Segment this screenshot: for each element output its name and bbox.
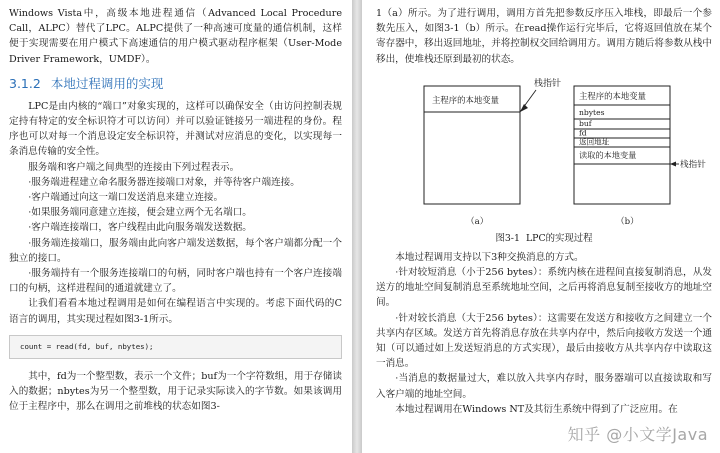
paragraph-code-intro: 让我们看看本地过程调用是如何在编程语言中实现的。考虑下面代码的C语言的调用，其实现过程如图3-1所示。 [9, 298, 342, 325]
section-number: 3.1.2 [9, 75, 41, 91]
watermark: 知乎 @小文学Java [567, 425, 708, 444]
stack-b-main-vars: 主程序的本地变量 [579, 90, 646, 101]
step-item: ·服务端持有一个服务连接端口的句柄，同时客户端也持有一个客户连接端口的句柄，这样进程间的通道就建立了。 [9, 268, 342, 295]
step-item: ·服务端进程建立命名服务器连接端口对象，并等待客户端连接。 [28, 176, 300, 188]
paragraph-lpc-port: LPC是由内核的“端口”对象实现的，这样可以确保安全（由访问控制表规定持有特定的安全标识符才可以访问）并可以验证链接另一端进程的身份。程序也可以对每一个消息设定安全标识符，并测试对应消息的变化，以实现每一条消息传输的安全性。 [9, 100, 342, 158]
step-item: ·客户端通过向这一端口发送消息来建立连接。 [28, 192, 224, 204]
stack-diagram [376, 72, 712, 230]
stack-item: nbytes [579, 107, 605, 117]
paragraph-args: 其中，fd为一个整型数，表示一个文件；buf为一个字符数组，用于存储读入的数据；nbytes为另一个整型数，用于记录实际读入的字节数。如果该调用位于主程序中，那么在调用之前堆栈的状态如图3- [9, 370, 342, 413]
left-page [0, 0, 352, 453]
subfigure-b-label: （b） [616, 216, 639, 227]
paragraph-connection: 服务端和客户端之间典型的连接由下列过程表示。 [28, 161, 240, 173]
figure-caption-text: LPC的实现过程 [525, 232, 593, 244]
step-item: ·如果服务端同意建立连接，便会建立两个无名端口。 [28, 207, 252, 219]
subfigure-a-label: （a） [466, 216, 489, 227]
figure-number: 图3-1 [495, 232, 520, 244]
stack-pointer-label-a: 栈指针 [534, 78, 562, 89]
figure-lpc-stack [376, 72, 712, 230]
bullet-item: ·针对较短消息（小于256 bytes）：系统内核在进程间直接复制消息，从发送方的地址空间复制消息至系统地址空间，之后再将消息复制至接收方的地址空间。 [376, 267, 712, 309]
stack-item: fd [579, 128, 587, 138]
paragraph-stack-push: 1（a）所示。为了进行调用，调用方首先把参数反序压入堆栈，即最后一个参数先压入，如图3-1（b）所示。在read操作运行完毕后，它将返回值放在某个寄存器中，移出返回地址，并将控制权交回给调用方。调用方随后将参数从栈中移出，使堆栈还原到最初的状态。 [376, 8, 712, 65]
stack-item: 返回地址 [579, 137, 610, 147]
bullet-item: ·针对较长消息（大于256 bytes）：这需要在发送方和接收方之间建立一个共享内存区域。发送方首先将消息存放在共享内存中，然后向接收方发送一个通知（可以通过如上发送短消息的方式实现），最后由接收方从共享内存中读取这一消息。 [376, 312, 712, 370]
code-block: count = read(fd, buf, nbytes); [9, 335, 342, 359]
stack-item: 读取的本地变量 [579, 149, 637, 160]
section-heading [9, 75, 342, 93]
book-gutter [352, 0, 362, 453]
section-title: 本地过程调用的实现 [50, 75, 164, 91]
paragraph-exchange-modes: 本地过程调用支持以下3种交换消息的方式。 [395, 251, 584, 263]
step-item: ·客户端连接端口，客户线程由此向服务端发送数据。 [28, 222, 252, 234]
bullet-item: ·当消息的数据量过大，难以放入共享内存时，服务器端可以直接读取和写入客户端的地址空间。 [376, 373, 712, 400]
figure-caption [376, 232, 712, 246]
paragraph-windows-nt: 本地过程调用在Windows NT及其衍生系统中得到了广泛应用。在 [395, 403, 678, 415]
intro-paragraph: Windows Vista中，高级本地进程通信（Advanced Local Procedure Call，ALPC）替代了LPC。ALPC提供了一种高速可度量的通信机制，这样便于实现需要在用户模式下高速通信的用户模式驱动程序框架（User-Mode Driver Framework，UMDF）。 [9, 8, 342, 65]
stack-a-local-vars: 主程序的本地变量 [432, 94, 499, 105]
stack-item: buf [579, 118, 592, 128]
right-page [362, 0, 720, 453]
step-item: ·服务端连接端口，服务端由此向客户端发送数据，每个客户端都分配一个独立的接口。 [9, 237, 342, 264]
stack-pointer-label-b: 栈指针 [680, 159, 706, 170]
